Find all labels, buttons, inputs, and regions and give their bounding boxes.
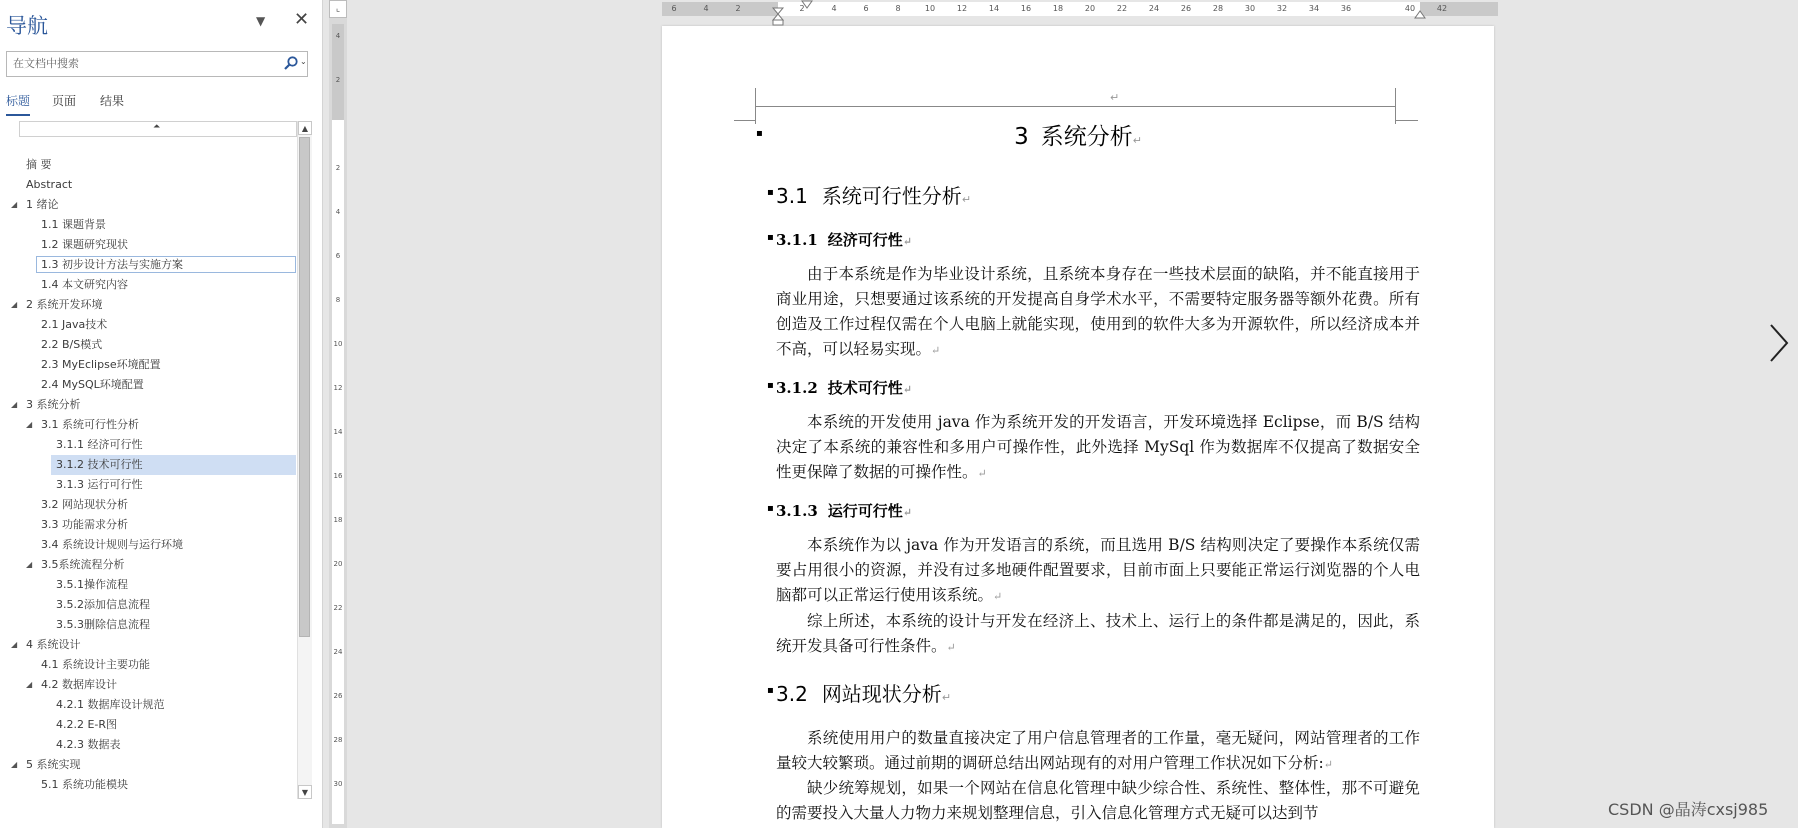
ruler-tick-label: 34 — [1308, 4, 1320, 13]
nav-close-button[interactable] — [294, 9, 309, 30]
nav-tree-item-label: 3 系统分析 — [26, 398, 81, 411]
heading-2-feasibility[interactable]: ▪ 3.1 系统可行性分析↵ — [767, 184, 972, 208]
nav-tree-item-label: 4 系统设计 — [26, 638, 81, 651]
heading-bullet-icon: ▪ — [767, 503, 774, 514]
nav-tree-item[interactable] — [0, 175, 296, 195]
nav-tree-item-label: 2.2 B/S模式 — [41, 338, 103, 351]
nav-tree-item-label: 摘 要 — [26, 158, 52, 171]
nav-tree-item[interactable] — [0, 235, 296, 255]
heading-3-operational[interactable]: ▪ 3.1.3 运行可行性↵ — [767, 502, 912, 520]
ruler-tick-label: 2 — [335, 76, 341, 84]
paragraph-technical[interactable]: 本系统的开发使用 java 作为系统开发的开发语言，开发环境选择 Eclipse，而 B/S 结构决定了本系统的兼容性和多用户可操作性，此外选择 MySql 作为数据库不仅提高了数据安全性更保障了数据的可操作性。↵ — [776, 413, 1420, 481]
caret-down-icon: ▼ — [256, 14, 266, 28]
nav-tree-item[interactable] — [0, 395, 296, 415]
ruler-tick-label: 4 — [703, 4, 709, 13]
ruler-tick-label: 12 — [333, 384, 343, 392]
ruler-tick-label: 4 — [335, 32, 341, 40]
document-page[interactable] — [662, 26, 1494, 828]
tab-headings[interactable]: 标题 — [6, 92, 30, 116]
nav-tree-item[interactable] — [0, 595, 296, 615]
scroll-thumb[interactable] — [299, 137, 310, 637]
close-icon: ✕ — [294, 9, 310, 30]
nav-tree-item-label: 1.3 初步设计方法与实施方案 — [41, 258, 183, 271]
nav-tree-item-label: 5.1 系统功能模块 — [41, 778, 128, 791]
nav-tree-item-label: 3.2 网站现状分析 — [41, 498, 128, 511]
nav-tree-item-label: 1.4 本文研究内容 — [41, 278, 128, 291]
ruler-tick-label: 2 — [335, 164, 341, 172]
expand-arrow-icon[interactable]: ◢ — [11, 300, 18, 309]
header-border — [755, 106, 1395, 107]
ruler-tick-label: 22 — [333, 604, 343, 612]
vertical-ruler-track — [332, 24, 344, 824]
collapse-up-icon: ⏶ — [153, 122, 161, 132]
ruler-tick-label: 26 — [1180, 4, 1192, 13]
ruler-tick-label: 8 — [895, 4, 901, 13]
nav-tree-item[interactable] — [0, 775, 296, 795]
ruler-tick-label: 22 — [1116, 4, 1128, 13]
nav-tree-item-label: 3.5.2添加信息流程 — [56, 598, 150, 611]
heading-2-website-status[interactable]: ▪ 3.2 网站现状分析↵ — [767, 682, 952, 706]
nav-tree-item-label: 1.2 课题研究现状 — [41, 238, 128, 251]
nav-tree-item[interactable] — [0, 375, 296, 395]
heading-1[interactable]: ▪ 3 系统分析↵ — [756, 124, 1142, 150]
ruler-tick-label: 20 — [333, 560, 343, 568]
nav-tree-item[interactable] — [0, 675, 296, 695]
heading-bullet-icon: ▪ — [767, 187, 774, 198]
ruler-tick-label: 30 — [1244, 4, 1256, 13]
heading-bullet-icon: ▪ — [767, 380, 774, 391]
nav-tree-item-label: 3.3 功能需求分析 — [41, 518, 128, 531]
nav-title: 导航 — [6, 14, 48, 38]
nav-tree-item-label: 4.2.2 E-R图 — [56, 718, 118, 731]
nav-tree-item[interactable] — [0, 155, 296, 175]
nav-tree-item[interactable] — [0, 575, 296, 595]
chevron-right-icon[interactable] — [1768, 323, 1790, 363]
nav-tree-item[interactable] — [0, 415, 296, 435]
nav-tree-item[interactable] — [0, 695, 296, 715]
expand-arrow-icon[interactable]: ◢ — [26, 560, 33, 569]
ruler-tick-label: 6 — [335, 252, 341, 260]
nav-tree-item[interactable] — [0, 295, 296, 315]
heading-3-economic[interactable]: ▪ 3.1.1 经济可行性↵ — [767, 231, 912, 249]
nav-tree-item-label: 3.4 系统设计规则与运行环境 — [41, 538, 183, 551]
nav-tree-item-label: 3.5系统流程分析 — [41, 558, 125, 571]
nav-tree-item[interactable] — [0, 535, 296, 555]
nav-tree-item-label: 4.1 系统设计主要功能 — [41, 658, 150, 671]
ruler-tick-label: 6 — [863, 4, 869, 13]
nav-tree-item-label: 4.2.1 数据库设计规范 — [56, 698, 165, 711]
heading-bullet-icon: ▪ — [767, 232, 774, 243]
nav-tree-item[interactable] — [0, 355, 296, 375]
nav-tree-item[interactable] — [0, 455, 296, 475]
paragraph-website-status[interactable]: 系统使用用户的数量直接决定了用户信息管理者的工作量，毫无疑问，网站管理者的工作量较大较繁琐。通过前期的调研总结出网站现有的对用户管理工作状况如下分析:↵ — [776, 729, 1420, 772]
heading-tree — [0, 155, 296, 795]
ruler-tick-label: 4 — [831, 4, 837, 13]
left-indent-marker-icon[interactable] — [770, 0, 786, 26]
ruler-tick-label: 28 — [1212, 4, 1224, 13]
heading-bullet-icon: ▪ — [767, 685, 774, 696]
ruler-tick-label: 8 — [335, 296, 341, 304]
ruler-tick-label: 2 — [799, 4, 805, 13]
scroll-up-arrow-icon[interactable]: ▲ — [298, 121, 312, 135]
crop-mark — [755, 88, 756, 106]
nav-tree-item-label: 3.1.3 运行可行性 — [56, 478, 143, 491]
nav-tree-item[interactable] — [0, 475, 296, 495]
nav-tree-item[interactable] — [0, 315, 296, 335]
ruler-tick-label: 10 — [333, 340, 343, 348]
nav-tree-item-label: 2.4 MySQL环境配置 — [41, 378, 144, 391]
ruler-tick-label: 26 — [333, 692, 343, 700]
horizontal-ruler — [662, 0, 1498, 20]
nav-tree-item-label: 3.1 系统可行性分析 — [41, 418, 139, 431]
nav-tree-item[interactable] — [0, 655, 296, 675]
navigation-pane — [0, 0, 323, 828]
nav-tree-item[interactable] — [0, 755, 296, 775]
expand-arrow-icon[interactable]: ◢ — [11, 640, 18, 649]
search-options-caret-icon[interactable]: ⌄ — [300, 57, 307, 66]
nav-tree-item[interactable] — [0, 255, 296, 275]
nav-tree-item[interactable] — [0, 275, 296, 295]
expand-arrow-icon[interactable]: ◢ — [11, 200, 18, 209]
ruler-tick-label: 30 — [333, 780, 343, 788]
expand-arrow-icon[interactable]: ◢ — [26, 680, 33, 689]
nav-options-dropdown[interactable] — [256, 14, 265, 28]
nav-tree-item[interactable] — [0, 215, 296, 235]
ruler-tick-label: 14 — [988, 4, 1000, 13]
ruler-tick-label: 42 — [1436, 4, 1448, 13]
expand-arrow-icon[interactable]: ◢ — [11, 760, 18, 769]
ruler-tick-label: 20 — [1084, 4, 1096, 13]
nav-tree-item-label: 4.2.3 数据表 — [56, 738, 121, 751]
nav-tree-item[interactable] — [0, 615, 296, 635]
search-box — [6, 51, 308, 77]
collapse-all-button[interactable] — [19, 121, 297, 137]
nav-tree-item-label: 3.1.2 技术可行性 — [56, 458, 143, 471]
ruler-tick-label: 16 — [1020, 4, 1032, 13]
search-icon[interactable] — [283, 55, 299, 71]
heading-bullet-icon: ▪ — [756, 128, 763, 139]
paragraph-planning[interactable]: 缺少统筹规划，如果一个网站在信息化管理中缺少综合性、系统性、整体性，那不可避免的需要投入大量人力物力来规划整理信息，引入信息化管理方式无疑可以达到节 — [776, 779, 1420, 822]
nav-tree-item-label: 3.5.1操作流程 — [56, 578, 128, 591]
crop-mark — [1395, 88, 1396, 106]
nav-tree-item[interactable] — [0, 435, 296, 455]
nav-tree-item-label: 3.1.1 经济可行性 — [56, 438, 143, 451]
ruler-tick-label: 24 — [1148, 4, 1160, 13]
paragraph-economic[interactable]: 由于本系统是作为毕业设计系统，且系统本身存在一些技术层面的缺陷，并不能直接用于商业用途，只想要通过该系统的开发提高自身学术水平，不需要特定服务器等额外花费。所有创造及工作过程仅需在个人电脑上就能实现，使用到的软件大多为开源软件，所以经济成本并不高，可以轻易实现。↵ — [776, 265, 1420, 358]
heading-3-technical[interactable]: ▪ 3.1.2 技术可行性↵ — [767, 379, 912, 397]
nav-tree-item-label: 5 系统实现 — [26, 758, 81, 771]
search-input[interactable] — [7, 52, 278, 74]
ruler-tick-label: 10 — [924, 4, 936, 13]
nav-tree-item-label: Abstract — [26, 178, 73, 191]
nav-tree-item-label: 4.2 数据库设计 — [41, 678, 117, 691]
ruler-tick-label: 18 — [333, 516, 343, 524]
vertical-ruler — [329, 0, 347, 828]
ruler-tick-label: 24 — [333, 648, 343, 656]
nav-tree-item[interactable] — [0, 735, 296, 755]
nav-tree-item-label: 1.1 课题背景 — [41, 218, 106, 231]
paragraph-mark: ↵ — [1110, 91, 1120, 104]
ruler-tick-label: 6 — [671, 4, 677, 13]
nav-tree-item-label: 3.5.3删除信息流程 — [56, 618, 150, 631]
expand-arrow-icon[interactable]: ◢ — [11, 400, 18, 409]
nav-tree-item-label: 2.3 MyEclipse环境配置 — [41, 358, 161, 371]
ruler-tick-label: 12 — [956, 4, 968, 13]
watermark: CSDN @晶涛cxsj985 — [1608, 800, 1769, 819]
tab-results[interactable]: 结果 — [100, 94, 125, 108]
ruler-tick-label: 14 — [333, 428, 343, 436]
paragraph-summary[interactable]: 综上所述，本系统的设计与开发在经济上、技术上、运行上的条件都是满足的，因此，系统开发具备可行性条件。↵ — [776, 612, 1420, 655]
nav-tree-item[interactable] — [0, 715, 296, 735]
ruler-tick-label: 40 — [1404, 4, 1416, 13]
paragraph-operational[interactable]: 本系统作为以 java 作为开发语言的系统，而且选用 B/S 结构则决定了要操作本系统仅需要占用很小的资源，并没有过多地硬件配置要求，目前市面上只要能正常运行浏览器的个人电脑都可以正常运行使用该系统。↵ — [776, 536, 1420, 604]
tab-pages[interactable]: 页面 — [52, 94, 77, 108]
nav-tree-item[interactable] — [0, 495, 296, 515]
scroll-down-arrow-icon[interactable]: ▼ — [298, 785, 312, 799]
ruler-tick-label: 32 — [1276, 4, 1288, 13]
nav-scrollbar[interactable] — [297, 121, 312, 799]
nav-tree-item[interactable] — [0, 335, 296, 355]
nav-tree-item-label: 2 系统开发环境 — [26, 298, 103, 311]
nav-tree-item[interactable] — [0, 555, 296, 575]
ruler-tick-label: 36 — [1340, 4, 1352, 13]
ruler-tick-label: 4 — [335, 208, 341, 216]
nav-tree-item[interactable] — [0, 635, 296, 655]
expand-arrow-icon[interactable]: ◢ — [26, 420, 33, 429]
nav-tree-item-label: 1 绪论 — [26, 198, 59, 211]
ruler-tick-label: 16 — [333, 472, 343, 480]
nav-tree-item[interactable] — [0, 515, 296, 535]
nav-tree-item-label: 2.1 Java技术 — [41, 318, 108, 331]
tab-selector-icon[interactable]: ⌞ — [329, 0, 347, 18]
nav-tree-item[interactable] — [0, 195, 296, 215]
ruler-tick-label: 28 — [333, 736, 343, 744]
ruler-tick-label: 18 — [1052, 4, 1064, 13]
ruler-tick-label: 2 — [735, 4, 741, 13]
